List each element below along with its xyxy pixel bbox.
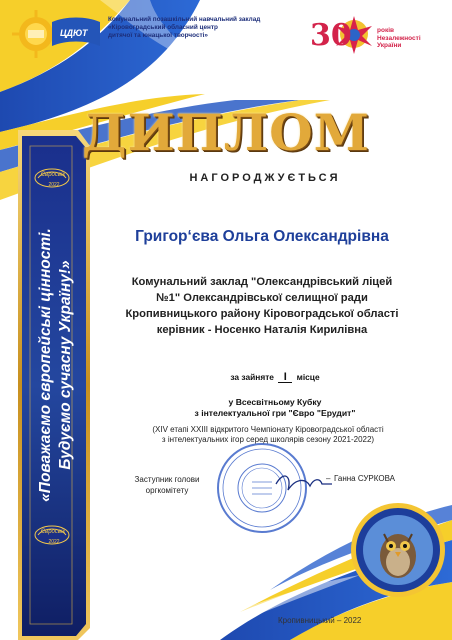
- euro-badge-year-bottom: 2022: [48, 539, 60, 545]
- slogan-line: Будуємо сучасну Україну!»: [57, 260, 74, 470]
- stage-line: з інтелектуальних ігор серед школярів сезону 2021-2022): [161, 435, 375, 444]
- cup-info: [160, 397, 390, 419]
- signer-role-line: оргкомітету: [145, 486, 189, 495]
- slogan-line: «Поважаємо європейські цінності.: [37, 228, 54, 502]
- city-year: Кропивницький – 2022: [278, 616, 362, 625]
- anniversary-line: років: [377, 27, 394, 34]
- signer-dash: –: [326, 474, 331, 483]
- organization-name: [108, 16, 308, 40]
- place-prefix: за зайняте: [230, 372, 274, 382]
- cup-line: з інтелектуальної гри "Євро "Ерудит": [194, 408, 356, 418]
- institution-line: №1" Олександрівської селищної ради: [156, 292, 368, 304]
- anniversary-number: 30: [310, 18, 352, 53]
- institution-line: Кропивницького району Кіровоградської області: [125, 308, 399, 320]
- cup-line: у Всесвітньому Кубку: [228, 397, 322, 407]
- org-line: Комунальний позашкільний навчальний заклад: [108, 16, 261, 23]
- place-line: [180, 372, 370, 383]
- institution: [102, 274, 422, 338]
- institution-line: Комунальний заклад "Олександрівський ліцей: [131, 276, 393, 288]
- side-banner-slogan: [36, 160, 76, 570]
- anniversary-line: України: [377, 42, 402, 49]
- stage-line: (XIV етапі XXIII відкритого Чемпіонату Кіровоградської області: [152, 425, 384, 434]
- euro-badge-label-top: Євросвік: [40, 172, 66, 178]
- signer-name: Ганна СУРКОВА: [334, 474, 395, 483]
- place-suffix: місце: [296, 372, 320, 382]
- place-value: І: [278, 372, 292, 383]
- org-line: «Кіровоградський обласний центр: [108, 24, 218, 31]
- recipient-name: Григор‘єва Ольга Олександрівна: [135, 228, 389, 245]
- diploma-title: ДИПЛОМ: [81, 103, 371, 162]
- signer-role-line: Заступник голови: [134, 475, 200, 484]
- org-line: дитячої та юнацької творчості»: [108, 32, 208, 39]
- anniversary-text: [377, 27, 447, 50]
- signer-role: [128, 474, 206, 496]
- institution-line: керівник - Носенко Наталія Кирилівна: [156, 324, 368, 336]
- stamp-seal-icon: [218, 444, 306, 532]
- award-line: НАГОРОДЖУЄТЬСЯ: [189, 172, 341, 184]
- euro-badge-label-bottom: Євросвік: [40, 529, 66, 535]
- owl-medal-icon: [351, 503, 445, 597]
- stage-info: [108, 425, 428, 445]
- anniversary-line: Незалежності: [377, 34, 421, 42]
- euro-badge-year-top: 2022: [48, 182, 60, 188]
- logo-text: ЦДЮТ: [60, 28, 88, 38]
